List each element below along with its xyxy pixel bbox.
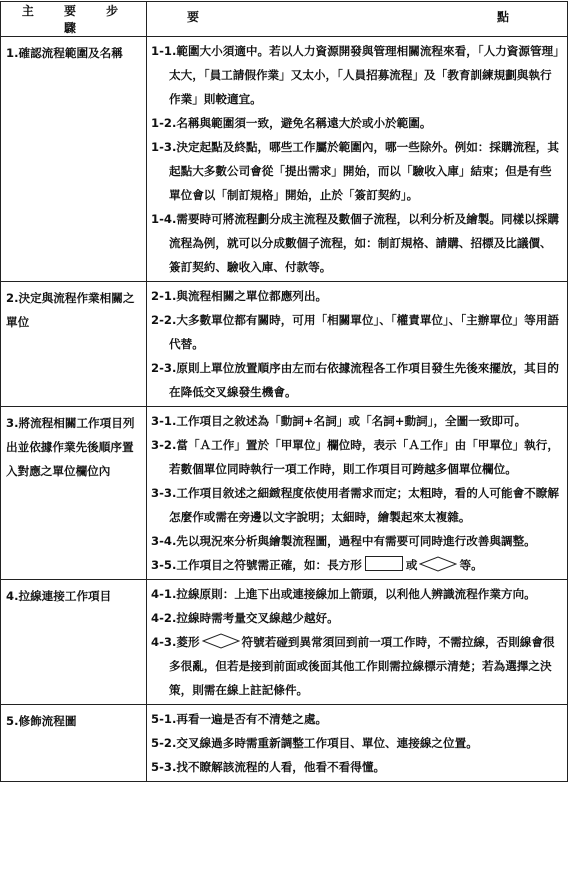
points-cell — [147, 282, 568, 407]
symbol-point-or: 或 — [405, 558, 418, 572]
point-item: 1-2.名稱與範圍須一致，避免名稱遠大於或小於範圍。 — [151, 116, 432, 130]
table-row — [1, 282, 568, 407]
point-item: 1-4.需要時可將流程劃分成主流程及數個子流程，以利分析及繪製。同樣以採購流程為例，就可以分成數個子流程，如：制訂規格、請購、招標及比議價、簽訂契約、驗收入庫、付款等。 — [151, 212, 559, 274]
point-item: 4-2.拉線時需考量交叉線越少越好。 — [151, 611, 339, 625]
step-cell: 5.修飾流程圖 — [1, 705, 147, 782]
point-item: 3-4.先以現況來分析與繪製流程圖，過程中有需要可同時進行改善與調整。 — [151, 534, 536, 548]
flowchart-steps-table — [0, 1, 568, 782]
table-row — [1, 37, 568, 282]
diamond-point-suffix: 符號若碰到異常須回到前一項工作時，不需拉線，否則線會很多很亂，但若是接到前面或後面其他工作則需拉線標示清楚；若為選擇之決策，則需在線上註記條件。 — [169, 635, 555, 697]
symbol-point-prefix: 3-5.工作項目之符號需正確，如：長方形 — [151, 558, 362, 572]
point-item: 4-1.拉線原則：上進下出或連接線加上箭頭，以利他人辨識流程作業方向。 — [151, 587, 536, 601]
point-item: 3-3.工作項目敘述之細緻程度依使用者需求而定；太粗時，看的人可能會不瞭解怎麼作或需在旁邊以文字說明；太細時，繪製起來太複雜。 — [151, 486, 559, 524]
table-row — [1, 580, 568, 705]
step-cell: 4.拉線連接工作項目 — [1, 580, 147, 705]
header-key-char-2: 點 — [496, 10, 509, 24]
points-cell — [147, 580, 568, 705]
point-item: 5-2.交叉線過多時需重新調整工作項目、單位、連接線之位置。 — [151, 736, 478, 750]
point-item: 5-3.找不瞭解該流程的人看，他看不看得懂。 — [151, 760, 386, 774]
point-item: 1-3.決定起點及終點，哪些工作屬於範圍內，哪一些除外。例如：採購流程，其起點大多數公司會從「提出需求」開始，而以「驗收入庫」結束；但是有些單位會以「制訂規格」開始，止於「簽訂契約」。 — [151, 140, 559, 202]
point-item: 3-1.工作項目之敘述為「動詞+名詞」或「名詞+動詞」，全圖一致即可。 — [151, 414, 527, 428]
table-row — [1, 705, 568, 782]
point-item: 1-1.範圍大小須適中。若以人力資源開發與管理相關流程來看，「人力資源管理」太大，「員工請假作業」又太小，「人員招募流程」及「教育訓練規劃與執行作業」則較適宜。 — [151, 44, 559, 106]
point-item: 2-1.與流程相關之單位都應列出。 — [151, 289, 328, 303]
symbol-point-suffix: 等。 — [459, 558, 483, 572]
header-main-steps: 主 要 步 驟 — [1, 2, 147, 37]
header-key-points — [147, 2, 568, 37]
table-header-row — [1, 2, 568, 37]
point-item: 5-1.再看一遍是否有不清楚之處。 — [151, 712, 328, 726]
step-cell: 1.確認流程範圍及名稱 — [1, 37, 147, 282]
point-item: 2-2.大多數單位都有關時，可用「相關單位」、「權責單位」、「主辦單位」等用語代替。 — [151, 313, 559, 351]
diamond-symbol-icon — [419, 556, 457, 572]
diamond-point-prefix: 4-3.菱形 — [151, 635, 200, 649]
header-key-char-1: 要 — [187, 10, 200, 24]
table-row — [1, 407, 568, 580]
rectangle-symbol-icon — [365, 556, 403, 571]
point-item-diamond — [151, 630, 561, 702]
point-item: 3-2.當「Ａ工作」置於「甲單位」欄位時，表示「Ａ工作」由「甲單位」執行，若數個單位同時執行一項工作時，則工作項目可跨越多個單位欄位。 — [151, 438, 559, 476]
points-cell — [147, 37, 568, 282]
step-cell: 2.決定與流程作業相關之單位 — [1, 282, 147, 407]
step-cell: 3.將流程相關工作項目列出並依據作業先後順序置入對應之單位欄位內 — [1, 407, 147, 580]
point-item-symbols — [151, 553, 561, 577]
diamond-symbol-icon — [202, 633, 240, 649]
points-cell — [147, 407, 568, 580]
point-item: 2-3.原則上單位放置順序由左而右依據流程各工作項目發生先後來擺放，其目的在降低交叉線發生機會。 — [151, 361, 559, 399]
points-cell — [147, 705, 568, 782]
